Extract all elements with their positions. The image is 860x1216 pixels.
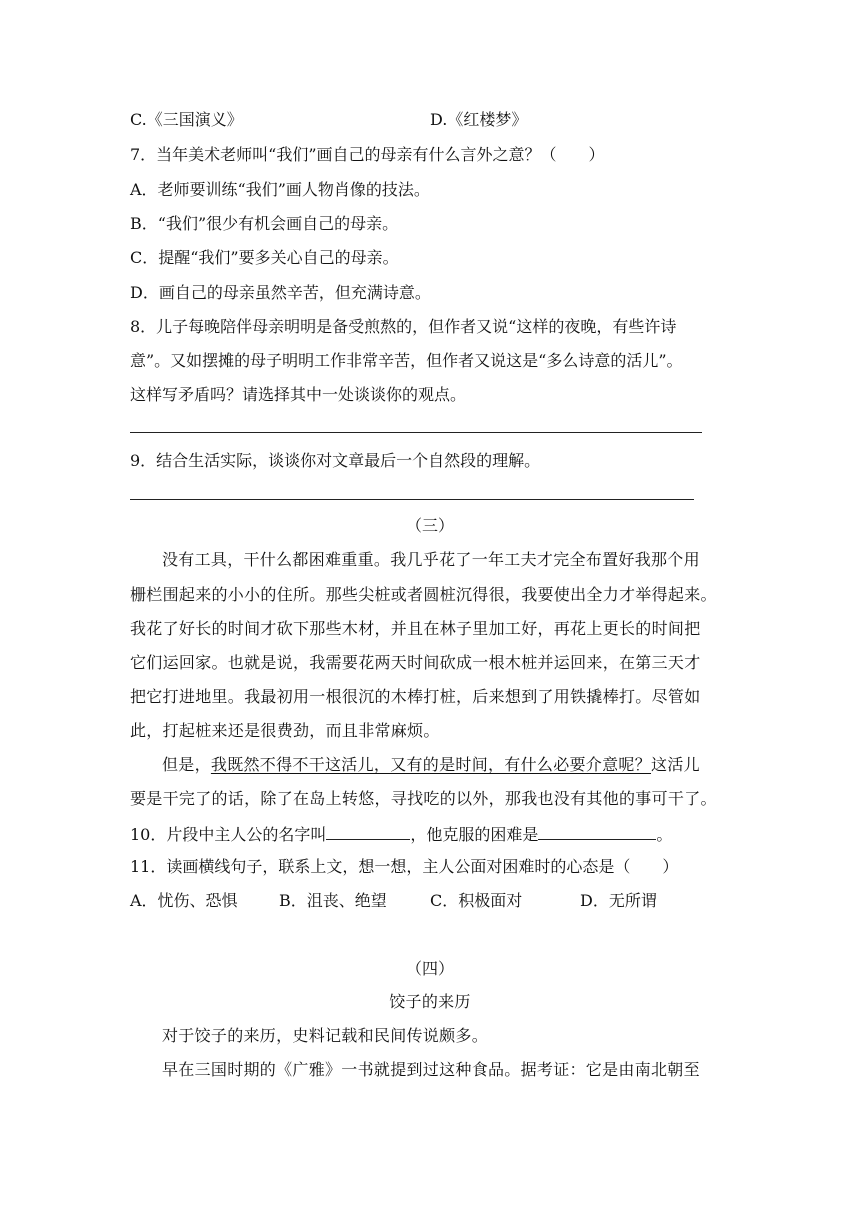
q7-option-c: C．提醒“我们”要多关心自己的母亲。 <box>130 248 399 267</box>
q10-stem <box>130 823 672 845</box>
q10-blank-name[interactable] <box>326 823 410 840</box>
q11-option-a: A．忧伤、恐惧 <box>130 891 238 910</box>
paragraph-2-suffix: 这活儿 <box>651 755 700 774</box>
q9-stem: 9．结合生活实际，谈谈你对文章最后一个自然段的理解。 <box>130 451 541 470</box>
passage-4-title: 饺子的来历 <box>389 992 471 1011</box>
q11-option-d: D．无所谓 <box>580 891 657 910</box>
passage-3-line-3: 我花了好长的时间才砍下那些木材，并且在林子里加工好，再花上更长的时间把 <box>130 619 701 638</box>
q7-option-a: A．老师要训练“我们”画人物肖像的技法。 <box>130 180 430 199</box>
paragraph-2-prefix: 但是， <box>162 755 211 774</box>
q10-part-2: ，他克服的困难是 <box>410 825 539 844</box>
q6-option-c: C.《三国演义》 <box>130 110 243 129</box>
underlined-sentence: 我既然不得不干这活儿，又有的是时间，有什么必要介意呢？ <box>210 755 652 774</box>
q6-option-d: D.《红楼梦》 <box>430 110 528 129</box>
q7-option-b: B．“我们”很少有机会画自己的母亲。 <box>130 214 399 233</box>
passage-3-paragraph-2-line-2: 要是干完了的话，除了在岛上转悠，寻找吃的以外，那我也没有其他的事可干了。 <box>130 789 717 808</box>
passage-3-line-5: 把它打进地里。我最初用一根很沉的木棒打桩，后来想到了用铁撬棒打。尽管如 <box>130 687 701 706</box>
q10-part-1: 10．片段中主人公的名字叫 <box>130 825 327 844</box>
passage-3-line-2: 栅栏围起来的小小的住所。那些尖桩或者圆桩沉得很，我要使出全力才举得起来。 <box>130 585 717 604</box>
q10-blank-difficulty[interactable] <box>538 823 656 840</box>
q8-answer-line[interactable] <box>130 432 702 433</box>
q7-stem: 7．当年美术老师叫“我们”画自己的母亲有什么言外之意？（ ） <box>130 145 605 164</box>
passage-3-line-4: 它们运回家。也就是说，我需要花两天时间砍成一根木桩并运回来，在第三天才 <box>130 653 701 672</box>
passage-3-line-1: 没有工具，干什么都困难重重。我几乎花了一年工夫才完全布置好我那个用 <box>162 550 700 569</box>
q11-stem: 11．读画横线句子，联系上文，想一想，主人公面对困难时的心态是（ ） <box>130 857 679 876</box>
q10-part-3: 。 <box>656 825 673 844</box>
passage-3-line-6: 此，打起桩来还是很费劲，而且非常麻烦。 <box>130 721 440 740</box>
q8-line-2: 意”。又如摆摊的母子明明工作非常辛苦，但作者又说这是“多么诗意的活儿”。 <box>130 351 683 370</box>
q9-answer-line[interactable] <box>130 499 694 500</box>
q8-line-3: 这样写矛盾吗？请选择其中一处谈谈你的观点。 <box>130 385 467 404</box>
passage-4-paragraph-2: 早在三国时期的《广雅》一书就提到过这种食品。据考证：它是由南北朝至 <box>162 1060 700 1079</box>
section-4-heading: （四） <box>405 959 454 978</box>
q7-option-d: D．画自己的母亲虽然辛苦，但充满诗意。 <box>130 283 431 302</box>
q11-option-b: B．沮丧、绝望 <box>279 891 387 910</box>
passage-4-paragraph-1: 对于饺子的来历，史料记载和民间传说颇多。 <box>162 1026 489 1045</box>
passage-3-paragraph-2-line-1 <box>162 755 700 775</box>
q8-line-1: 8．儿子每晚陪伴母亲明明是备受煎熬的，但作者又说“这样的夜晚，有些许诗 <box>130 317 677 336</box>
q11-option-c: C．积极面对 <box>430 891 523 910</box>
section-3-heading: （三） <box>405 516 454 535</box>
